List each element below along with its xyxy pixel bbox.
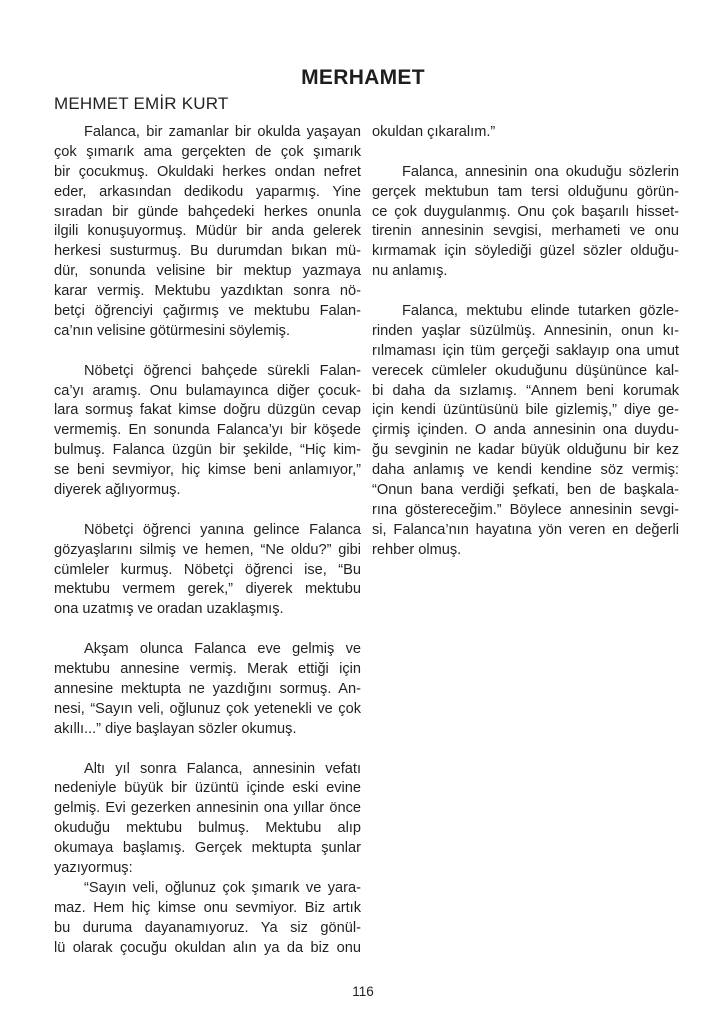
text-line: ilgili konuşuyormuş. Müdür bir anda gelerek <box>54 223 361 240</box>
paragraph-spacer <box>372 282 679 302</box>
left-column <box>54 123 361 958</box>
paragraph-spacer <box>54 620 361 640</box>
text-line: karar vermiş. Mektubu yazdıktan sonra nö- <box>54 283 361 300</box>
text-line: nu anlamış. <box>372 263 448 280</box>
author-name: MEHMET EMİR KURT <box>54 94 229 113</box>
right-column <box>372 123 679 561</box>
paragraph-spacer <box>54 740 361 760</box>
text-line: Nöbetçi öğrenci bahçede sürekli Falan- <box>84 362 361 379</box>
text-line: ce çok duygulanmış. Onu çok başarılı hisset- <box>372 203 679 220</box>
text-line: tirenin annesinin sevgisi, merhameti ve onu <box>372 223 679 240</box>
text-line: yazıyormuş: <box>54 859 133 876</box>
text-line: ğu sevginin ne kadar büyük olduğunu bir kez <box>372 442 679 459</box>
text-line: sıradan bir günde bahçedeki herkes onunla <box>54 203 361 220</box>
text-line: dür, sonunda velisine bir mektup yazmaya <box>54 263 361 280</box>
text-line: nesi, “Sayın veli, oğlunuz çok yetenekli ve çok <box>54 700 361 717</box>
text-line: lara sormuş fakat kimse doğru düzgün cevap <box>54 402 361 419</box>
text-line: Falanca, bir zamanlar bir okulda yaşayan <box>84 124 361 140</box>
text-line: “Onun bana verdiği şefkati, ben de başkala- <box>372 482 679 499</box>
text-line: cümleler kurmuş. Nöbetçi öğrenci ise, “Bu <box>54 561 361 578</box>
text-line: için kendi üzüntüsünü bile gizlemiş,” diye ge- <box>372 402 679 419</box>
text-line: lü olarak çocuğu okuldan alın ya da biz onu <box>54 939 361 956</box>
paragraph <box>54 521 361 620</box>
text-line: vermemiş. En sonunda Falanca’yı bir köşede <box>54 422 361 439</box>
text-line: bu duruma dayanamıyoruz. Ya siz gönül- <box>54 919 361 936</box>
text-line: annesine mektupta ne yazdığını sormuş. An- <box>54 680 361 697</box>
paragraph-spacer <box>54 501 361 521</box>
text-line: mektubu annesine vermiş. Merak ettiği için <box>54 661 361 678</box>
text-line: rına göstereceğim.” Böylece annesinin sevgi- <box>372 501 679 518</box>
text-line: Altı yıl sonra Falanca, annesinin vefatı <box>84 760 361 777</box>
text-line: okuduğu mektubu bulmuş. Mektubu alıp <box>54 820 361 837</box>
text-line: gelmiş. Evi gezerken annesinin ona yıllar önce <box>54 800 361 817</box>
text-line: verecek cümleler okuduğunu düşününce kal- <box>372 362 679 379</box>
text-line: gözyaşlarını silmiş ve hemen, “Ne oldu?” gibi <box>54 541 361 558</box>
text-line: si, Falanca’nın hayatına yön veren en değerli <box>372 521 679 538</box>
text-line: çirmiş içinden. O anda annesinin ona duydu- <box>372 422 679 439</box>
text-line: bi daha da sızlamış. “Annem beni korumak <box>372 382 679 399</box>
paragraph <box>54 879 361 959</box>
text-line: ca’nın velisine götürmesini söylemiş. <box>54 322 291 339</box>
text-line: diyerek ağlıyormuş. <box>54 482 181 499</box>
paragraph-spacer <box>372 143 679 163</box>
paragraph <box>54 640 361 739</box>
text-line: bir çocukmuş. Okuldaki herkes ondan nefret <box>54 163 361 180</box>
text-line: mektubu vermem gerek,” diyerek mektubu <box>54 581 361 598</box>
text-line: akıllı...” diye başlayan sözler okumuş. <box>54 720 297 737</box>
text-line: gerçek mektubun tam tersi olduğunu görün- <box>372 183 679 200</box>
paragraph <box>54 760 361 879</box>
text-line: se beni sevmiyor, hiç kimse beni anlamıyor,” <box>54 462 361 479</box>
text-line: rılmaması için tüm gerçeği saklayıp ona umut <box>372 342 679 359</box>
text-line: Nöbetçi öğrenci yanına gelince Falanca <box>84 521 361 538</box>
paragraph <box>54 362 361 501</box>
text-line: daha anlamış ve kendi kendine söz vermiş: <box>372 462 679 479</box>
page-title: MERHAMET <box>301 66 425 90</box>
page-number: 116 <box>352 984 374 999</box>
paragraph <box>372 123 679 143</box>
text-line: çok şımarık ama gerçekten de çok şımarık <box>54 143 361 160</box>
text-line: “Sayın veli, oğlunuz çok şımarık ve yara- <box>84 879 361 896</box>
text-line: rehber olmuş. <box>372 541 462 558</box>
text-line: ca’yı aramış. Onu bulamayınca diğer çocuk- <box>54 382 361 399</box>
text-line: herkesi susturmuş. Bu durumdan bıkan mü- <box>54 243 361 260</box>
text-line: kırmamak için söylediği güzel sözler olduğu- <box>372 243 679 260</box>
paragraph <box>372 163 679 282</box>
paragraph <box>54 123 361 342</box>
paragraph-spacer <box>54 342 361 362</box>
text-line: eder, arkasından dedikodu yaparmış. Yine <box>54 183 361 200</box>
text-line: okumaya başlamış. Gerçek mektupta şunlar <box>54 840 361 857</box>
text-line: Falanca, annesinin ona okuduğu sözlerin <box>402 163 679 180</box>
text-line: rinden yaşlar süzülmüş. Annesinin, onun kı- <box>372 322 679 339</box>
text-line: okuldan çıkaralım.” <box>372 124 496 140</box>
text-line: Akşam olunca Falanca eve gelmiş ve <box>84 641 361 658</box>
text-line: Falanca, mektubu elinde tutarken gözle- <box>402 303 679 320</box>
text-line: maz. Hem hiç kimse onu sevmiyor. Biz artık <box>54 899 361 916</box>
text-line: betçi öğrenciyi çağırmış ve mektubu Falan- <box>54 303 361 320</box>
text-line: nedeniyle büyük bir üzüntü içinde eski evine <box>54 780 361 797</box>
text-line: bulmuş. Falanca üzgün bir şekilde, “Hiç kim- <box>54 442 361 459</box>
text-line: ona uzatmış ve oradan uzaklaşmış. <box>54 601 284 618</box>
paragraph <box>372 302 679 561</box>
